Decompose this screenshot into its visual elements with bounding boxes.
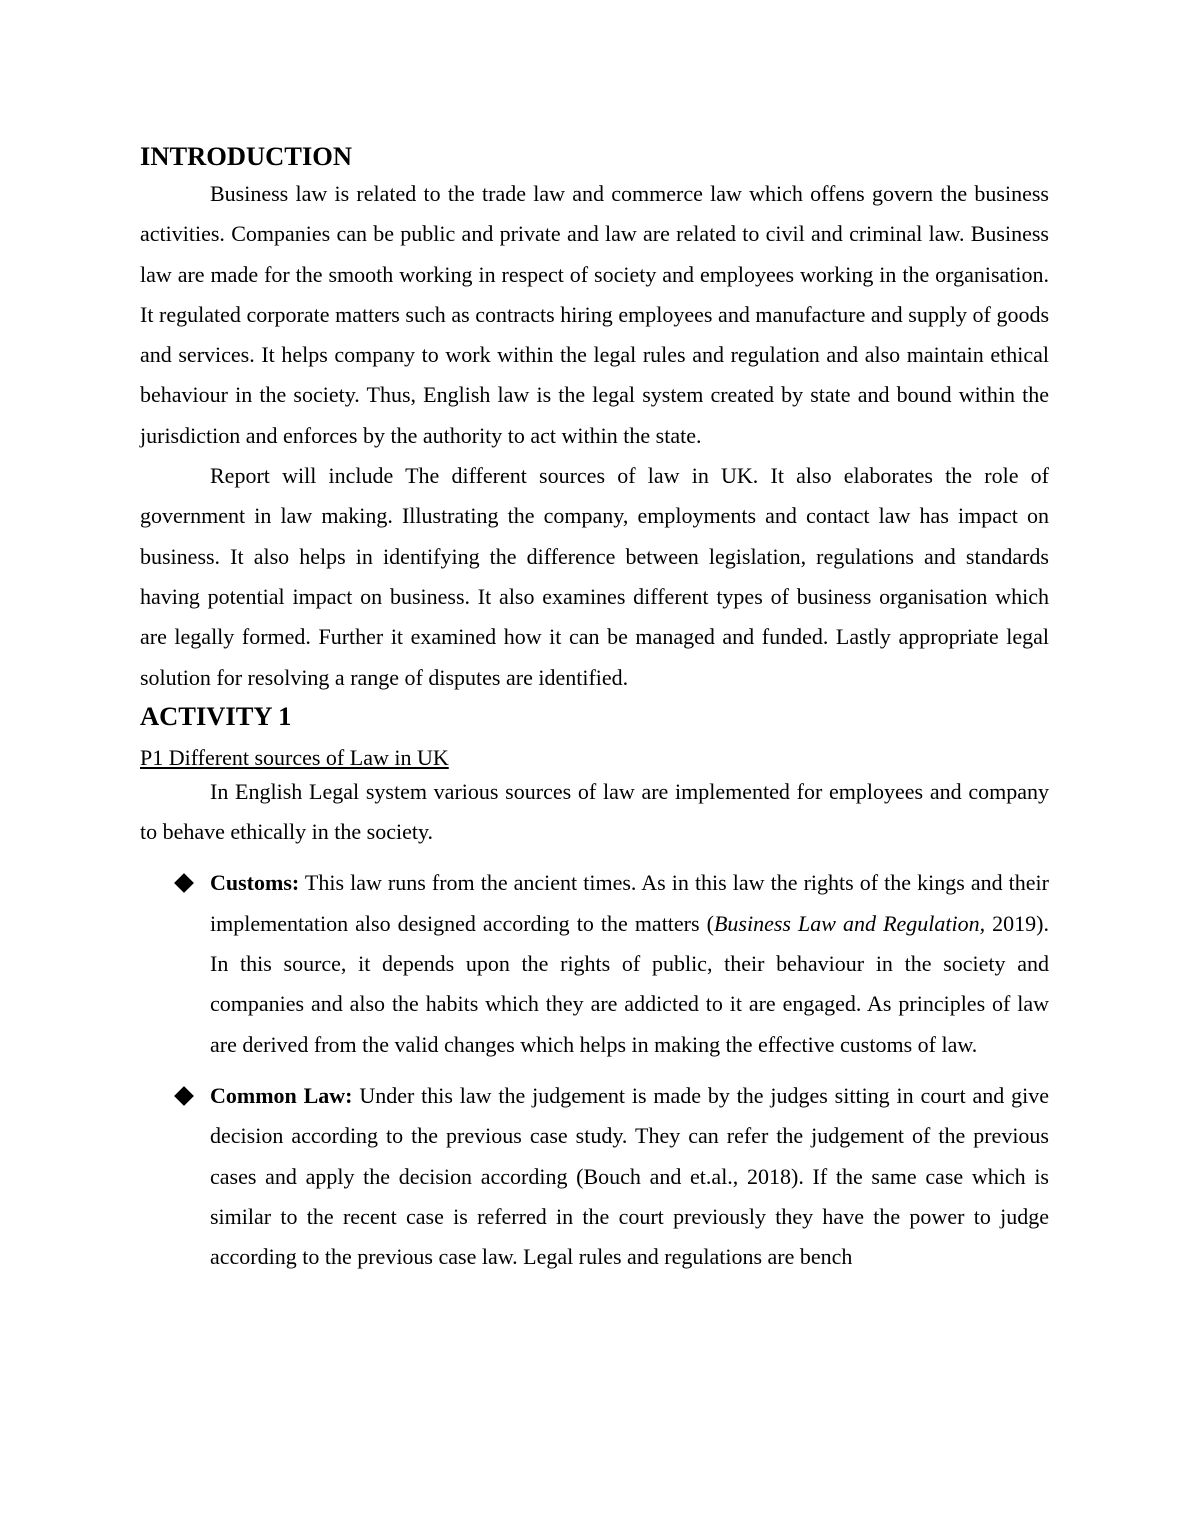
bullet-term: Common Law: bbox=[210, 1082, 353, 1108]
activity-1-paragraph: In English Legal system various sources of law are implemented for employees and company to behave ethically in the society. bbox=[140, 778, 1049, 845]
list-item-common-law bbox=[140, 1076, 1049, 1277]
sources-of-law-list bbox=[140, 863, 1049, 1277]
diamond-bullet-icon bbox=[174, 1086, 194, 1106]
list-item-customs bbox=[140, 863, 1049, 1064]
introduction-heading: INTRODUCTION bbox=[140, 141, 353, 171]
intro-paragraph-1: Business law is related to the trade law and commerce law which offens govern the business activities. Companies can be public and private and law are related to civil and criminal law. Business law are made for the smooth working in respect of society and employees working in the organisation. It regulated corporate matters such as contracts hiring employees and manufacture and supply of goods and services. It helps company to work within the legal rules and regulation and also maintain ethical behaviour in the society. Thus, English law is the legal system created by state and bound within the jurisdiction and enforces by the authority to act within the state. bbox=[140, 181, 1049, 448]
intro-paragraph-2: Report will include The different sources of law in UK. It also elaborates the role of government in law making. Illustrating the company, employments and contact law has impact on business. It also helps in identifying the difference between legislation, regulations and standards having potential impact on business. It also examines different types of business organisation which are legally formed. Further it examined how it can be managed and funded. Lastly appropriate legal solution for resolving a range of disputes are identified. bbox=[140, 463, 1049, 690]
p1-subheading: P1 Different sources of Law in UK bbox=[140, 744, 449, 770]
diamond-bullet-icon bbox=[174, 874, 194, 894]
bullet-citation: Business Law and Regulation, bbox=[713, 910, 986, 936]
activity-1-heading: ACTIVITY 1 bbox=[140, 700, 292, 731]
bullet-text: This law runs from the ancient times. As in this law the rights of the kings and their implementation also designed according to the matters ( bbox=[210, 870, 1049, 936]
bullet-text-continued: 2019). In this source, it depends upon the rights of public, their behaviour in the society and companies and also the habits which they are addicted to it are engaged. As principles of law are derived from the valid changes which helps in making the effective customs of law. bbox=[210, 910, 1049, 1057]
bullet-text: Under this law the judgement is made by the judges sitting in court and give decision according to the previous case study. They can refer the judgement of the previous cases and apply the decision according (Bouch and et.al., 2018). If the same case which is similar to the recent case is referred in the court previously they have the power to judge according to the previous case law. Legal rules and regulations are bench bbox=[210, 1082, 1049, 1270]
document-page bbox=[140, 138, 1049, 1288]
bullet-term: Customs: bbox=[210, 870, 300, 896]
